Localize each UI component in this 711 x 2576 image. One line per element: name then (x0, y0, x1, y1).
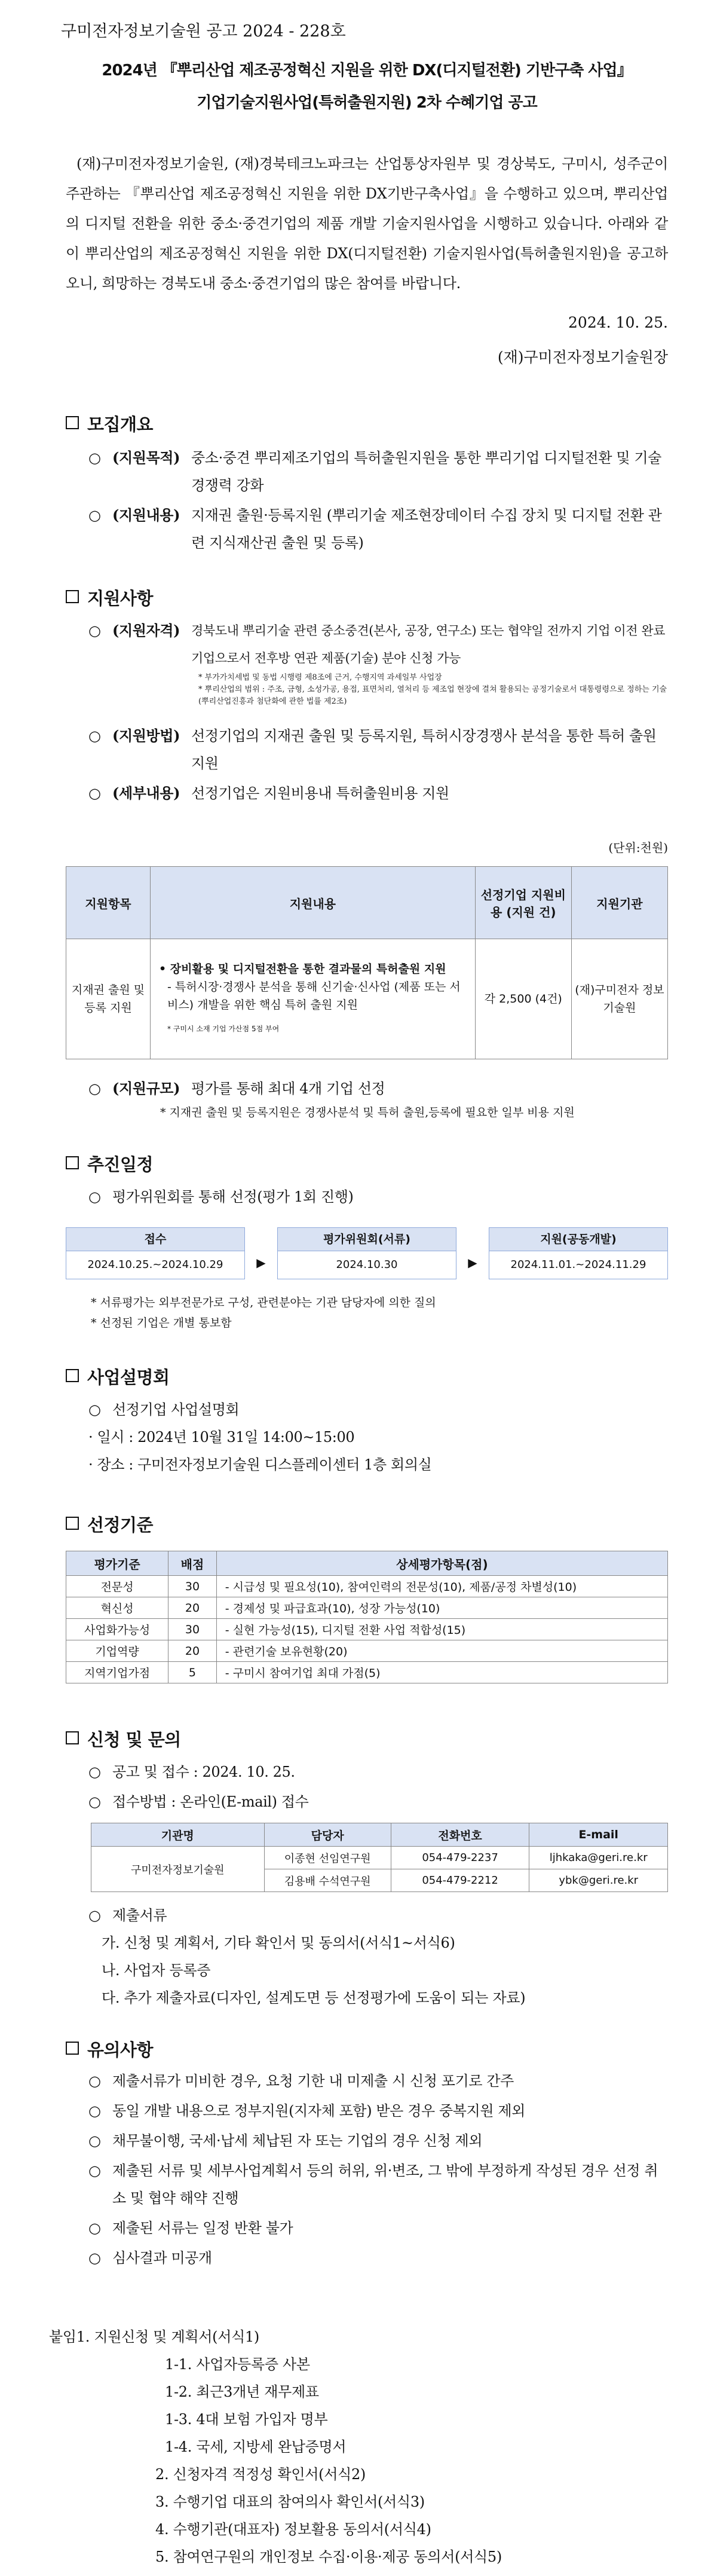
circle-bullet-icon: ○ (88, 2073, 101, 2089)
table-row: 전문성 30 - 시급성 및 필요성(10), 참여인력의 전문성(10), 제품/공정 차별성(10) (66, 1576, 668, 1597)
apply-line: ○ 공고 및 접수 : 2024. 10. 25. (66, 1758, 668, 1786)
circle-bullet-icon: ○ (88, 785, 101, 802)
briefing-where: · 장소 : 구미전자정보기술원 디스플레이센터 1층 회의실 (88, 1456, 432, 1473)
table-header-row: 기관명 담당자 전화번호 E-mail (91, 1823, 668, 1847)
intro-paragraph: (재)구미전자정보기술원, (재)경북테크노파크는 산업통상자원부 및 경상북도, 구미시, 성주군이 주관하는 『뿌리산업 제조공정혁신 지원을 위한 DX기반구축사업』을 수행하고 있으며, 뿌리산업의 디지털 전환을 위한 중소·중견기업의 제품 개발 기술지원사업을 시행하고 있습니다. 아래와 같이 뿌리산업의 제조공정혁신 지원을 위한 DX(디지털전환) 기술지원사업(특허출원지원)을 공고하오니, 희망하는 경북도내 중소·중견기업의 많은 참여를 바랍니다. (66, 155, 668, 292)
support-detail: ○ (세부내용) 선정기업은 지원비용내 특허출원비용 지원 (66, 780, 668, 807)
scale-note: * 지재권 출원 및 등록지원은 경쟁사분석 및 특허 출원,등록에 필요한 일부 비용 지원 (160, 1106, 575, 1119)
section-title: 추진일정 (66, 1151, 668, 1176)
circle-bullet-icon: ○ (88, 2250, 101, 2266)
circle-bullet-icon: ○ (88, 622, 101, 639)
caution-item: ○ 심사결과 미공개 (66, 2244, 668, 2272)
caution-item: ○ 동일 개발 내용으로 정부지원(지자체 포함) 받은 경우 중복지원 제외 (66, 2097, 668, 2125)
schedule-note: * 서류평가는 외부전문가로 구성, 관련분야는 기관 담당자에 의한 질의 (91, 1296, 436, 1309)
qualification-note: * 부가가치세법 및 동법 시행령 제8조에 근거, 수행지역 과세일부 사업장 (198, 673, 442, 682)
apply-line: ○ 접수방법 : 온라인(E-mail) 접수 (66, 1788, 668, 1816)
contact-table (91, 1823, 668, 1892)
section-support (66, 585, 668, 1123)
apply-doc-item: 나. 사업자 등록증 (102, 1962, 211, 1979)
section-title: 신청 및 문의 (66, 1726, 668, 1751)
attachment-item: 4. 수행기관(대표자) 정보활용 동의서(서식4) (155, 2521, 431, 2538)
circle-bullet-icon: ○ (88, 2103, 101, 2119)
circle-bullet-icon: ○ (88, 1793, 101, 1810)
unit-label: (단위:천원) (608, 841, 668, 855)
attachment-sub-item: 1-1. 사업자등록증 사본 (165, 2356, 310, 2373)
attachments (49, 2323, 668, 2571)
apply-doc-item: 가. 신청 및 계획서, 기타 확인서 및 동의서(서식1~서식6) (102, 1935, 455, 1951)
checkbox-square-icon (66, 1156, 79, 1169)
criteria-table (66, 1551, 668, 1683)
table-row: 혁신성 20 - 경제성 및 파급효과(10), 성장 가능성(10) (66, 1597, 668, 1619)
table-row: 김용배 수석연구원 054-479-2212 ybk@geri.re.kr (91, 1869, 668, 1892)
circle-bullet-icon: ○ (88, 2132, 101, 2149)
schedule-step: 접수 2024.10.25.~2024.10.29 (66, 1227, 245, 1279)
schedule-step: 평가위원회(서류) 2024.10.30 (277, 1227, 456, 1279)
section-criteria (66, 1512, 668, 1683)
table-row: 구미전자정보기술원 이종현 선임연구원 054-479-2237 ljhkaka@geri.re.kr (91, 1847, 668, 1869)
section-apply (66, 1726, 668, 2012)
circle-bullet-icon: ○ (88, 2162, 101, 2179)
apply-doc-item: 다. 추가 제출자료(디자인, 설계도면 등 선정평가에 도움이 되는 자료) (102, 1990, 526, 2006)
circle-bullet-icon: ○ (88, 2220, 101, 2236)
notice-number: 구미전자정보기술원 공고 2024 - 228호 (61, 22, 346, 41)
schedule-flow (66, 1227, 668, 1279)
apply-docs-line: ○ 제출서류 (66, 1902, 668, 1929)
notice-date: 2024. 10. 25. (568, 314, 668, 331)
section-overview (66, 411, 668, 557)
arrow-right-icon: ▶ (468, 1255, 477, 1270)
checkbox-square-icon (66, 1731, 79, 1744)
caution-item: ○ 제출된 서류 및 세부사업계획서 등의 허위, 위·변조, 그 밖에 부정하게 작성된 경우 선정 취소 및 협약 해약 진행 (66, 2157, 668, 2212)
support-scale: ○ (지원규모) 평가를 통해 최대 4개 기업 선정 (66, 1075, 668, 1102)
checkbox-square-icon (66, 1517, 79, 1530)
section-schedule (66, 1151, 668, 1333)
checkbox-square-icon (66, 416, 79, 429)
schedule-note: * 선정된 기업은 개별 통보함 (91, 1316, 232, 1330)
circle-bullet-icon: ○ (88, 1764, 101, 1780)
table-row: 지재권 출원 및 등록 지원 • 장비활용 및 디지털전환을 통한 결과물의 특허출원 지원 - 특허시장·경쟁사 분석을 통해 신기술·신사업 (제품 또는 서비스) 개발을 위한 핵심 특허 출원 지원 * 구미시 소재 기업 가산점 5점 부여 각 2,500 (4건) (재)구미전자 정보기술원 (66, 939, 668, 1059)
circle-bullet-icon: ○ (88, 1401, 101, 1418)
section-title: 모집개요 (66, 411, 668, 436)
overview-item: ○ (지원목적) 중소·중견 뿌리제조기업의 특허출원지원을 통한 뿌리기업 디지털전환 및 기술 경쟁력 강화 (66, 444, 668, 499)
attachment-item: 2. 신청자격 적정성 확인서(서식2) (155, 2466, 366, 2483)
section-title: 지원사항 (66, 585, 668, 610)
briefing-line: ○ 선정기업 사업설명회 (66, 1396, 668, 1423)
circle-bullet-icon: ○ (88, 450, 101, 466)
notice-title-line2: 기업기술지원사업(특허출원지원) 2차 수혜기업 공고 (197, 94, 537, 112)
caution-item: ○ 채무불이행, 국세·납세 체납된 자 또는 기업의 경우 신청 제외 (66, 2127, 668, 2155)
section-caution (66, 2037, 668, 2272)
support-method: ○ (지원방법) 선정기업의 지재권 출원 및 등록지원, 특허시장경쟁사 분석을 통한 특허 출원지원 (66, 722, 668, 777)
caution-item: ○ 제출된 서류는 일정 반환 불가 (66, 2214, 668, 2242)
attachment-lead: 붙임1. 지원신청 및 계획서(서식1) (49, 2329, 259, 2345)
attachment-item: 5. 참여연구원의 개인정보 수집·이용·제공 동의서(서식5) (155, 2549, 502, 2565)
circle-bullet-icon: ○ (88, 1907, 101, 1924)
schedule-step: 지원(공동개발) 2024.11.01.~2024.11.29 (489, 1227, 668, 1279)
caution-item: ○ 제출서류가 미비한 경우, 요청 기한 내 미제출 시 신청 포기로 간주 (66, 2067, 668, 2095)
attachment-sub-item: 1-2. 최근3개년 재무제표 (165, 2384, 319, 2400)
attachment-sub-item: 1-4. 국세, 지방세 완납증명서 (165, 2439, 347, 2455)
circle-bullet-icon: ○ (88, 1188, 101, 1205)
notice-title-line1: 2024년 『뿌리산업 제조공정혁신 지원을 위한 DX(디지털전환) 기반구축 사업』 (102, 62, 632, 80)
attachment-item: 3. 수행기업 대표의 참여의사 확인서(서식3) (155, 2494, 425, 2510)
issuer: (재)구미전자정보기술원장 (497, 349, 668, 366)
table-row: 기업역량 20 - 관련기술 보유현황(20) (66, 1640, 668, 1662)
overview-item: ○ (지원내용) 지재권 출원·등록지원 (뿌리기술 제조현장데이터 수집 장치 및 디지털 전환 관련 지식재산권 출원 및 등록) (66, 502, 668, 557)
circle-bullet-icon: ○ (88, 507, 101, 524)
schedule-line: ○ 평가위원회를 통해 선정(평가 1회 진행) (66, 1183, 668, 1211)
email-link[interactable]: ybk@geri.re.kr (529, 1869, 668, 1892)
attachment-sub-item: 1-3. 4대 보험 가입자 명부 (165, 2411, 328, 2428)
section-title: 사업설명회 (66, 1364, 668, 1389)
support-table (66, 866, 668, 1059)
support-qualification: ○ (지원자격) 경북도내 뿌리기술 관련 중소중견(본사, 공장, 연구소) 또는 협약일 전까지 기업 이전 완료 기업으로서 전후방 연관 제품(기술) 분야 신청 가능 (66, 617, 668, 672)
checkbox-square-icon (66, 590, 79, 603)
table-row: 사업화가능성 30 - 실현 가능성(15), 디지털 전환 사업 적합성(15) (66, 1619, 668, 1640)
table-header-row: 평가기준 배점 상세평가항목(점) (66, 1551, 668, 1576)
qualification-note: * 뿌리산업의 범위 : 주조, 금형, 소성가공, 용접, 표면처리, 열처리 등 제조업 현장에 결쳐 활용되는 공정기술로서 대통령령으로 정하는 기술 (뿌리산업진흥과 첨단화에 관한 법률 제2조) (198, 685, 667, 706)
table-header-row: 지원항목 지원내용 선정기업 지원비용 (지원 건) 지원기관 (66, 867, 668, 939)
table-row: 지역기업가점 5 - 구미시 참여기업 최대 가점(5) (66, 1662, 668, 1683)
section-title: 선정기준 (66, 1512, 668, 1536)
checkbox-square-icon (66, 1369, 79, 1382)
briefing-when: · 일시 : 2024년 10월 31일 14:00~15:00 (88, 1429, 355, 1446)
arrow-right-icon: ▶ (256, 1255, 266, 1270)
checkbox-square-icon (66, 2042, 79, 2055)
circle-bullet-icon: ○ (88, 728, 101, 744)
email-link[interactable]: ljhkaka@geri.re.kr (529, 1847, 668, 1869)
section-briefing (66, 1364, 668, 1478)
circle-bullet-icon: ○ (88, 1080, 101, 1097)
section-title: 유의사항 (66, 2037, 668, 2061)
